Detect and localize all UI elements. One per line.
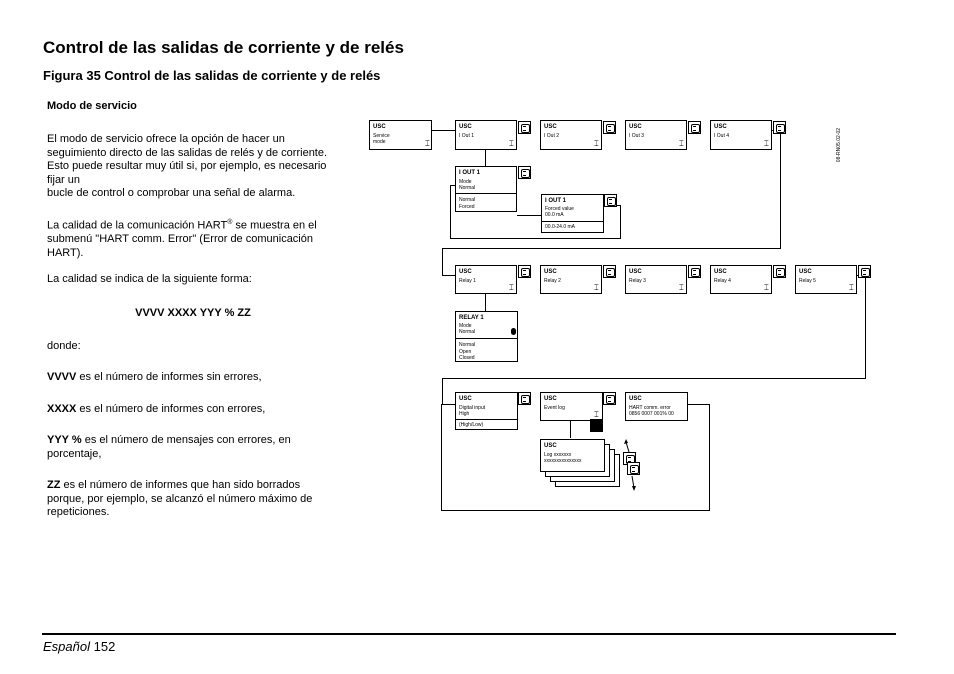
box-line: Normal (459, 185, 476, 191)
box-line: Mode (459, 179, 472, 185)
divider (542, 221, 603, 222)
enter-key-icon[interactable] (518, 265, 531, 278)
box-title: I OUT 1 (545, 198, 567, 204)
paragraph-2a-text: La calidad de la comunicación HART (47, 219, 228, 232)
paragraph-2b-text: se muestra en el submenú "HART comm. Error" (Error de comunicación HART). (47, 219, 317, 259)
cursor-icon: ⌶ (764, 283, 769, 292)
paragraph-1-text: El modo de servicio ofrece la opción de hacer un seguimiento directo de las salidas de relés y de corriente. Esto puede resultar muy útil si, por ejemplo, es necesario fijar un (47, 133, 328, 186)
relay-2-box[interactable] (540, 265, 602, 294)
enter-key-icon[interactable] (773, 121, 786, 134)
figure-id: 08-RN05.02-02 (836, 128, 842, 163)
box-line: Log xxxxxxx (544, 452, 572, 458)
footer (43, 639, 115, 654)
box-line: I Out 2 (544, 133, 560, 139)
box-title: USC (544, 124, 557, 130)
box-line: I Out 3 (629, 133, 645, 139)
definition-key: VVVV (47, 371, 77, 383)
box-line: High (459, 411, 470, 417)
connector (688, 404, 709, 405)
box-line: mode (373, 139, 386, 145)
box-title: USC (714, 269, 727, 275)
box-line: Mode (459, 323, 472, 329)
connector (442, 404, 455, 405)
box-title: USC (544, 443, 557, 449)
section-title: Modo de servicio (47, 100, 137, 112)
paragraph-1 (47, 133, 339, 201)
definition-text: es el número de informes que han sido borrados porque, por ejemplo, se alcanzó el número máximo de repeticiones. (47, 479, 313, 518)
cursor-icon: ⌶ (594, 283, 599, 292)
cursor-icon: ⌶ (509, 139, 514, 148)
box-line: xxxxxxxxxxxxxxx (544, 458, 582, 464)
enter-key-icon[interactable] (518, 392, 531, 405)
page-title: Control de las salidas de corriente y de relés (43, 38, 404, 57)
box-line: Forced (459, 204, 475, 210)
definition-zz (47, 479, 339, 520)
connector (441, 510, 710, 511)
box-title: USC (544, 269, 557, 275)
iout-4-box[interactable] (710, 120, 772, 150)
box-title: RELAY 1 (459, 315, 484, 321)
box-line: HART comm. error (629, 405, 671, 411)
registered-mark: ® (227, 219, 233, 226)
iout-3-box[interactable] (625, 120, 687, 150)
divider (456, 419, 517, 420)
iout-1-box[interactable] (455, 120, 517, 150)
cursor-icon: ⌶ (764, 139, 769, 148)
enter-key-icon[interactable] (773, 265, 786, 278)
connector (865, 275, 866, 378)
enter-key-icon[interactable] (603, 392, 616, 405)
box-title: USC (714, 124, 727, 130)
figure-caption: Figura 35 Control de las salidas de corriente y de relés (43, 68, 381, 83)
box-line: Open (459, 349, 472, 355)
relay-1-box[interactable] (455, 265, 517, 294)
definition-xxxx (47, 403, 339, 417)
enter-key-icon[interactable] (603, 121, 616, 134)
box-line: I Out 1 (459, 133, 475, 139)
format-string: VVVV XXXX YYY % ZZ (135, 307, 251, 319)
connector (442, 275, 455, 276)
cursor-icon: ⌶ (594, 410, 599, 419)
cursor-icon: ⌶ (509, 283, 514, 292)
cursor-icon: ⌶ (425, 139, 430, 148)
paragraph-2 (47, 216, 339, 260)
relay-5-box[interactable] (795, 265, 857, 294)
definition-key: ZZ (47, 479, 61, 491)
enter-key-icon[interactable] (518, 121, 531, 134)
cursor-icon: ⌶ (679, 283, 684, 292)
box-line: Relay 1 (459, 278, 476, 284)
box-line: Service (373, 133, 390, 139)
connector (485, 150, 486, 166)
enter-key-icon[interactable] (603, 265, 616, 278)
box-title: USC (629, 124, 642, 130)
connector (432, 130, 455, 131)
iout-2-box[interactable] (540, 120, 602, 150)
box-title: USC (629, 396, 642, 402)
box-title: I OUT 1 (459, 170, 481, 176)
box-line: Closed (459, 355, 475, 361)
scroll-indicator-icon (511, 328, 516, 335)
scroll-arrows-icon (620, 438, 638, 492)
service-mode-box[interactable] (369, 120, 432, 150)
connector (570, 421, 571, 438)
box-line: Relay 3 (629, 278, 646, 284)
event-log-box[interactable] (540, 392, 603, 421)
enter-key-icon[interactable] (604, 194, 617, 207)
relay-4-box[interactable] (710, 265, 772, 294)
box-line: Relay 2 (544, 278, 561, 284)
cursor-icon: ⌶ (849, 283, 854, 292)
box-line: Digital input (459, 405, 486, 411)
relay-3-box[interactable] (625, 265, 687, 294)
enter-key-icon[interactable] (688, 265, 701, 278)
connector (517, 215, 541, 216)
box-title: USC (373, 124, 386, 130)
box-line: Forced value (545, 206, 574, 212)
box-title: USC (629, 269, 642, 275)
enter-key-icon[interactable] (688, 121, 701, 134)
cursor-icon: ⌶ (679, 139, 684, 148)
connector (450, 185, 451, 238)
enter-key-icon[interactable] (858, 265, 871, 278)
connector (442, 248, 443, 275)
connector (450, 238, 620, 239)
box-line: Normal (459, 197, 476, 203)
hart-comm-error-box[interactable] (625, 392, 688, 421)
connector (442, 378, 443, 404)
box-line: 00.0 mA (545, 212, 564, 218)
box-line: Normal (459, 342, 476, 348)
connector (485, 150, 486, 151)
box-title: USC (459, 396, 472, 402)
box-line: I Out 4 (714, 133, 730, 139)
box-line: 00.0-24.0 mA (545, 224, 576, 230)
enter-key-icon[interactable] (590, 419, 603, 432)
box-line: Event log (544, 405, 565, 411)
enter-key-icon[interactable] (518, 166, 531, 179)
forced-value-box[interactable] (541, 194, 604, 233)
definition-text: es el número de informes con errores, (76, 403, 266, 415)
definition-yyy (47, 434, 339, 461)
connector (780, 130, 781, 248)
footer-language: Español (43, 639, 90, 654)
divider (456, 338, 517, 339)
definition-text: es el número de informes sin errores, (76, 371, 262, 383)
page-number: 152 (93, 639, 116, 654)
connector (485, 294, 486, 311)
relay-detail-box[interactable] (455, 311, 518, 362)
definition-vvvv (47, 371, 339, 385)
connector (709, 404, 710, 511)
box-title: USC (799, 269, 812, 275)
box-line: 0856 0007 001% 00 (629, 411, 674, 417)
paragraph-1b-text: bucle de control o comprobar una señal de alarma. (47, 187, 296, 199)
definition-key: XXXX (47, 403, 77, 415)
donde-label: donde: (47, 340, 81, 352)
paragraph-3: La calidad se indica de la siguiente forma: (47, 273, 252, 285)
box-line: Relay 5 (799, 278, 816, 284)
iout-detail-box[interactable] (455, 166, 517, 212)
cursor-icon: ⌶ (594, 139, 599, 148)
connector (442, 248, 781, 249)
digital-input-box[interactable] (455, 392, 518, 430)
connector (441, 404, 442, 511)
connector (620, 205, 621, 239)
box-line: Normal (459, 329, 476, 335)
box-title: USC (459, 124, 472, 130)
box-line: (High/Low) (459, 422, 484, 428)
box-title: USC (459, 269, 472, 275)
box-line: Relay 4 (714, 278, 731, 284)
box-title: USC (544, 396, 557, 402)
connector (442, 378, 866, 379)
definition-key: YYY % (47, 434, 82, 446)
log-entry-box[interactable] (540, 439, 605, 472)
footer-rule (42, 633, 896, 635)
divider (456, 193, 516, 194)
definition-text: es el número de mensajes con errores, en porcentaje, (47, 434, 291, 460)
